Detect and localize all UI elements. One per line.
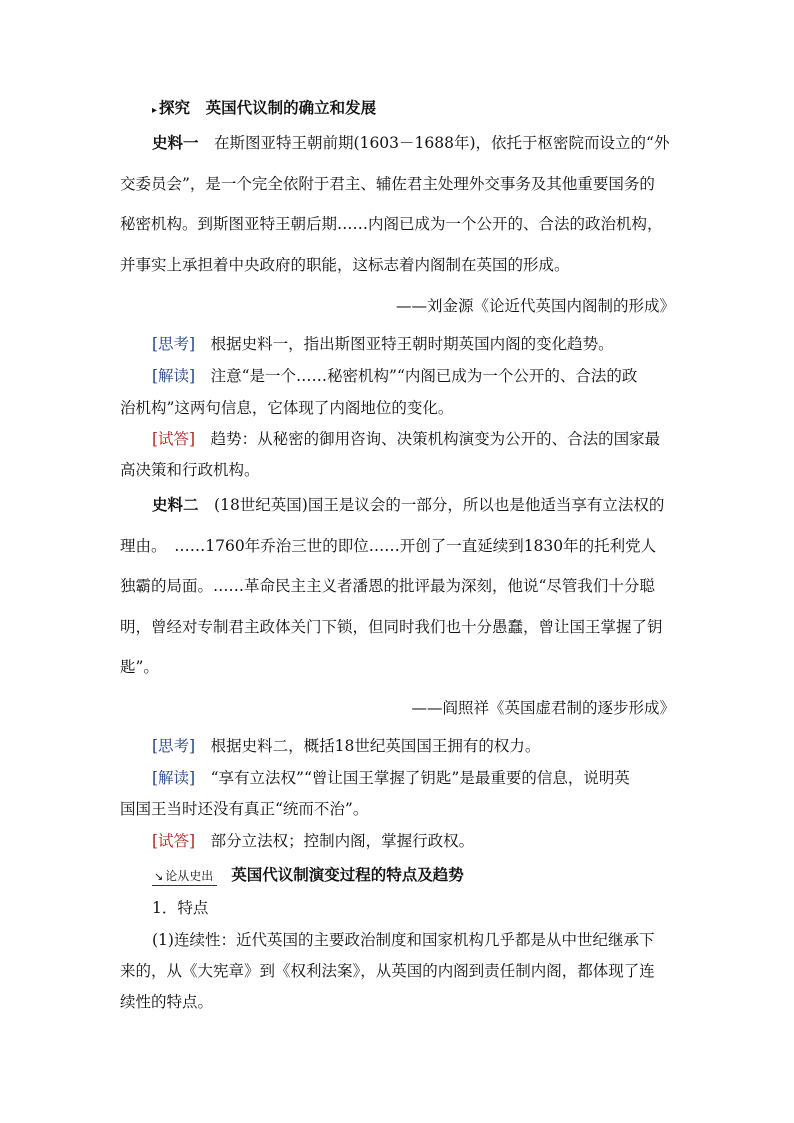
think-tag: [思考] [152, 335, 196, 353]
source2-label: 史料二 [152, 495, 199, 514]
source1-line-1: 史料一 在斯图亚特王朝前期(1603－1688年)，依托于枢密院而设立的“外 [152, 133, 670, 152]
answer-tag: [试答] [152, 832, 196, 850]
read-tag: [解读] [152, 769, 196, 787]
think-tag: [思考] [152, 737, 196, 755]
answer-tag: [试答] [152, 430, 196, 448]
para-line-3: 续性的特点。 [120, 993, 214, 1011]
source2-citation: ——阎照祥《英国虚君制的逐步形成》 [411, 699, 675, 717]
qa2-think: [思考] 根据史料二，概括18世纪英国国王拥有的权力。 [152, 737, 541, 755]
arrow-down-right-icon: ↘ [154, 870, 164, 883]
qa1-read-line-2: 治机构”这两句信息，它体现了内阁地位的变化。 [120, 399, 454, 417]
qa1-answer-line-1: [试答] 趋势：从秘密的御用咨询、决策机构演变为公开的、合法的国家最 [152, 430, 661, 448]
summary-badge: ↘ 论从史出 [152, 869, 217, 886]
source1-line-4: 并事实上承担着中央政府的职能，这标志着内阁制在英国的形成。 [120, 256, 570, 274]
source1-line-2: 交委员会”，是一个完全依附于君主、辅佐君主处理外交事务及其他重要国务的 [120, 175, 655, 193]
read-tag: [解读] [152, 367, 196, 385]
source1-line-3: 秘密机构。到斯图亚特王朝后期……内阁已成为一个公开的、合法的政治机构， [120, 215, 663, 233]
qa1-read-line-1: [解读] 注意“是一个……秘密机构”“内阁已成为一个公开的、合法的政 [152, 367, 638, 385]
source2-line-2: 理由。 ……1760年乔治三世的即位……开创了一直延续到1830年的托利党人 [120, 537, 657, 555]
source1-label: 史料一 [152, 133, 199, 152]
qa2-read-line-1: [解读] “享有立法权”“曾让国王掌握了钥匙”是最重要的信息，说明英 [152, 769, 630, 787]
para-line-1: (1)连续性：近代英国的主要政治制度和国家机构几乎都是从中世纪继承下 [152, 931, 655, 949]
source2-line-1: 史料二 (18世纪英国)国王是议会的一部分，所以也是他适当享有立法权的 [152, 495, 665, 514]
source1-citation: ——刘金源《论近代英国内阁制的形成》 [395, 297, 675, 315]
section-label: 探究 [159, 98, 191, 117]
section-title: 英国代议制的确立和发展 [205, 98, 377, 117]
summary-heading [152, 864, 675, 886]
para-line-2: 来的，从《大宪章》到《权利法案》，从英国的内阁到责任制内阁，都体现了连 [120, 962, 655, 980]
qa1-answer-line-2: 高决策和行政机构。 [120, 461, 260, 479]
item1-heading: 1．特点 [152, 899, 209, 917]
source2-line-4: 明，曾经对专制君主政体关门下锁，但同时我们也十分愚蠢，曾让国王掌握了钥 [120, 618, 663, 636]
source2-line-5: 匙”。 [120, 658, 159, 676]
qa1-think: [思考] 根据史料一，指出斯图亚特王朝时期英国内阁的变化趋势。 [152, 335, 614, 353]
section-heading [152, 97, 675, 122]
summary-title: 英国代议制演变过程的特点及趋势 [231, 865, 464, 884]
source2-line-3: 独霸的局面。……革命民主主义者潘恩的批评最为深刻，他说“尽管我们十分聪 [120, 577, 655, 595]
qa2-read-line-2: 国国王当时还没有真正“统而不治”。 [120, 800, 369, 818]
triangle-marker-icon: ▸ [152, 105, 158, 116]
qa2-answer: [试答] 部分立法权；控制内阁，掌握行政权。 [152, 832, 475, 850]
